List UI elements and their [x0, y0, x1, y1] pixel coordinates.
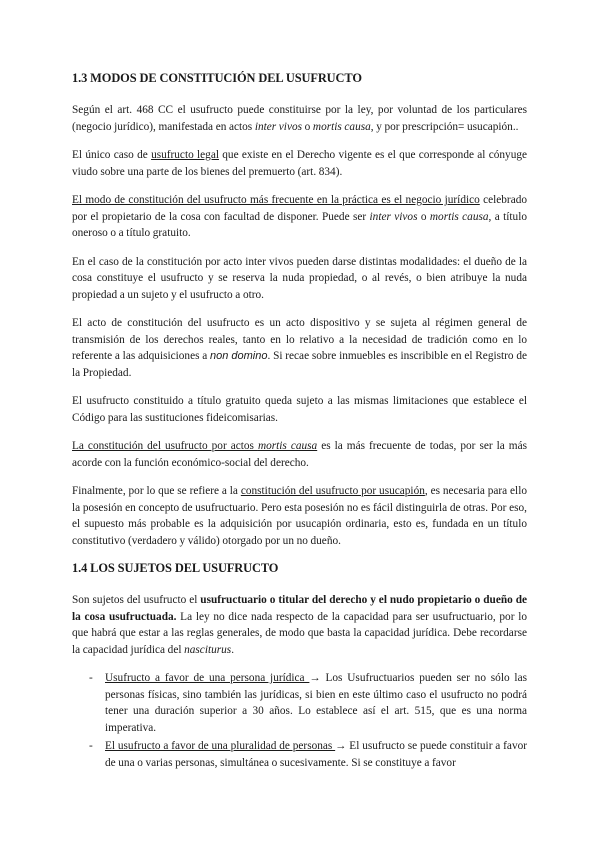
paragraph: Según el art. 468 CC el usufructo puede constituirse por la ley, por voluntad de los particulares (negocio jurídico), manifestada en actos inter vivos o mortis causa, y por prescripción= usucapión.. [72, 104, 527, 133]
paragraph: En el caso de la constitución por acto inter vivos pueden darse distintas modalidades: el dueño de la cosa constituye el usufructo y se reserva la nuda propiedad, o al revés, o bien atribuye la nuda propiedad a un sujeto y el usufructo a otro. [72, 255, 527, 301]
section-title: 1.3 MODOS DE CONSTITUCIÓN DEL USUFRUCTO [72, 71, 362, 85]
document-body [72, 71, 527, 773]
list-item: - Usufructo a favor de una persona jurídica → Los Usufructuarios pueden ser no sólo las personas físicas, sino también las jurídicas, si bien en este último caso el usufructo no podrá tener una duración superior a 30 años. Lo establece así el art. 515, que es una norma imperativa. [89, 672, 527, 734]
list-item: - El usufructo a favor de una pluralidad de personas → El usufructo se puede constituir a favor de una o varias personas, simultánea o sucesivamente. Si se constituye a favor [89, 740, 527, 769]
section-title: 1.4 LOS SUJETOS DEL USUFRUCTO [72, 561, 279, 575]
paragraph: El único caso de usufructo legal que existe en el Derecho vigente es el que corresponde al cónyuge viudo sobre una parte de los bienes del premuerto (art. 834). [72, 149, 528, 178]
paragraph: El usufructo constituido a título gratuito queda sujeto a las mismas limitaciones que establece el Código para las sustituciones fideicomisarias. [72, 395, 527, 424]
paragraph: Son sujetos del usufructo el usufructuario o titular del derecho y el nudo propietario o dueño de la cosa usufructuada. La ley no dice nada respecto de la capacidad para ser usufructuario, por lo que habrá que estar a las reglas generales, de modo que basta la capacidad jurídica. Debe recordarse la capacidad jurídica del nasciturus. [72, 594, 528, 656]
paragraph: El acto de constitución del usufructo es un acto dispositivo y se sujeta al régimen general de transmisión de los derechos reales, tanto en lo relativo a la necesidad de tradición como en lo referente a las adquisiciones a non domino. Si recae sobre inmuebles es inscribible en el Registro de la Propiedad. [72, 317, 527, 379]
dash-bullet: - [89, 740, 93, 752]
paragraph: El modo de constitución del usufructo más frecuente en la práctica es el negocio jurídico celebrado por el propietario de la cosa con facultad de disponer. Puede ser inter vivos o mortis causa, a título oneroso o a título gratuito. [72, 194, 527, 239]
dash-list [72, 670, 527, 771]
dash-bullet: - [89, 672, 93, 684]
paragraph: Finalmente, por lo que se refiere a la constitución del usufructo por usucapión, es necesaria para ello la posesión en concepto de usufructuario. Pero esta posesión no es fácil distinguirla de otras. Por eso, el supuesto más probable es la adquisición por usucapión ordinaria, esto es, fundada en un título constitutivo (verdadero y válido) otorgado por un no dueño. [72, 485, 527, 547]
paragraph: La constitución del usufructo por actos mortis causa es la más frecuente de todas, por ser la más acorde con la función económico-social del derecho. [72, 440, 528, 469]
